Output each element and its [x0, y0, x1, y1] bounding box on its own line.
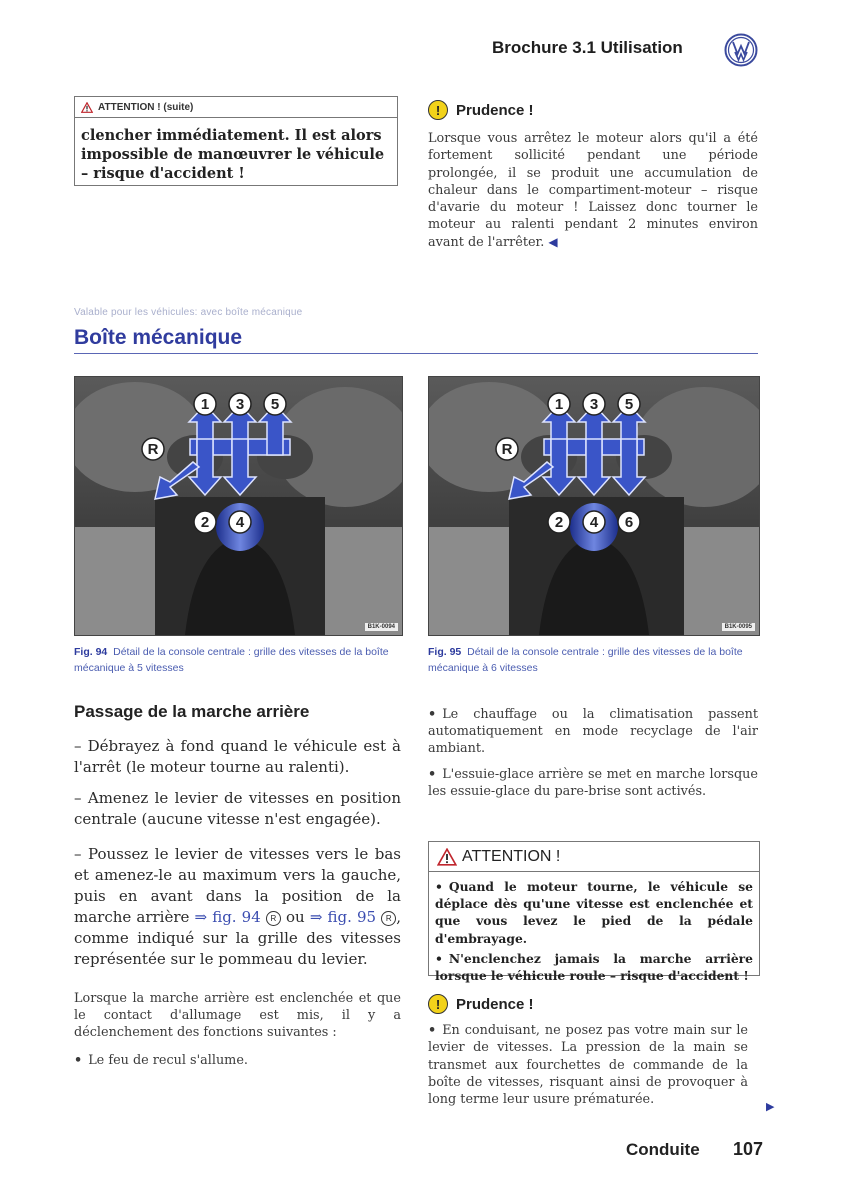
continued-arrow-icon: ▶ — [766, 1100, 775, 1113]
attention-item — [435, 950, 753, 984]
prudence-text-content: En conduisant, ne posez pas votre main sur le levier de vitesses. La pression de la main se transmet aux fourchettes de commande de la boîte de vitesses, risquant ainsi de provoquer à long terme leur usure prématurée. — [428, 1023, 748, 1108]
figure-95 — [428, 376, 760, 636]
warning-triangle-icon — [81, 102, 93, 113]
bullet-icon: • — [435, 950, 443, 966]
gear-label-reverse: R — [147, 441, 159, 458]
prudence-text — [428, 130, 758, 251]
step3-text-ou: ou — [280, 908, 310, 926]
figure-94-caption — [74, 644, 401, 676]
list-item-text: Le chauffage ou la climatisation passent automatiquement en mode recyclage de l'air ambiant. — [428, 707, 758, 756]
exclamation-circle-icon: ! — [428, 100, 448, 120]
figure-95-link[interactable]: ⇒ fig. 95 — [309, 908, 377, 926]
gear-label-4: 4 — [235, 514, 245, 531]
bullet-icon: • — [428, 767, 437, 782]
gear-lever-photo — [429, 377, 759, 635]
vw-logo-icon — [724, 33, 758, 67]
attention-continued-box — [74, 96, 398, 186]
caption-text: Détail de la console centrale : grille des vitesses de la boîte mécanique à 5 vitesses — [74, 646, 389, 674]
bullet-icon: • — [428, 1023, 437, 1038]
attention-title: ATTENTION ! (suite) — [98, 101, 194, 113]
header-title: Brochure 3.1 Utilisation — [492, 38, 683, 57]
attention-header — [75, 97, 397, 118]
gear-label-1: 1 — [554, 396, 564, 413]
prudence-text-content: Lorsque vous arrêtez le moteur alors qu'il a été fortement sollicité pendant une période prolongée, il se produit une accumulation de chaleur dans le compartiment-moteur – risque d'avarie du moteur ! Laissez donc tourner le moteur au ralenti pendant 2 minutes environ avant de l'arrêter. — [428, 131, 758, 250]
attention-body — [429, 872, 759, 984]
gear-label-6: 6 — [624, 514, 634, 531]
gear-label-reverse: R — [501, 441, 513, 458]
attention-header — [429, 842, 759, 872]
gear-label-4: 4 — [589, 514, 599, 531]
reverse-circle-icon: R — [266, 911, 281, 926]
subsection-title: Passage de la marche arrière — [74, 702, 310, 721]
footer-section-name: Conduite — [626, 1140, 700, 1159]
list-item-text: Le feu de recul s'allume. — [88, 1053, 248, 1068]
bullet-icon: • — [435, 879, 443, 894]
reverse-circle-icon: R — [381, 911, 396, 926]
instruction-step-1: – Débrayez à fond quand le véhicule est à l'arrêt (le moteur tourne au ralenti). — [74, 737, 401, 776]
attention-item-text: N'enclenchez jamais la marche arrière lorsque le véhicule roule – risque d'accident ! — [435, 950, 753, 984]
attention-box — [428, 841, 760, 984]
page-number: 107 — [733, 1139, 764, 1159]
exclamation-circle-icon: ! — [428, 994, 448, 1014]
section-divider — [74, 353, 758, 354]
step3-text-a: – Poussez le levier de vitesses vers le bas et amenez-le au maximum vers la gauche, puis en avant dans la position de la marche arrière — [74, 845, 401, 926]
list-item — [428, 706, 758, 757]
step3-text-b: , comme indiqué sur la grille des vitesses représentée sur le pommeau du levier. — [74, 908, 401, 968]
gear-label-5: 5 — [270, 396, 280, 413]
instruction-step-3 — [74, 844, 401, 970]
gear-label-3: 3 — [589, 396, 599, 413]
caption-text: Détail de la console centrale : grille des vitesses de la boîte mécanique à 6 vitesses — [428, 646, 743, 674]
reverse-functions-paragraph: Lorsque la marche arrière est enclenchée et que le contact d'allumage est mis, il y a déclenchement des fonctions suivantes : — [74, 991, 401, 1040]
figure-94 — [74, 376, 403, 636]
section-title: Boîte mécanique — [74, 326, 243, 349]
figure-code: B1K-0094 — [365, 623, 398, 631]
figure-label: Fig. 95 — [428, 646, 462, 658]
figure-94-link[interactable]: ⇒ fig. 94 — [194, 908, 261, 926]
gear-label-2: 2 — [554, 514, 564, 531]
end-of-section-arrow-icon: ◀ — [548, 234, 558, 249]
figure-95-caption — [428, 644, 758, 676]
prudence-text — [428, 1022, 748, 1108]
instruction-step-2: – Amenez le levier de vitesses en position centrale (aucune vitesse n'est engagée). — [74, 789, 401, 828]
gear-label-3: 3 — [235, 396, 245, 413]
list-item — [428, 766, 758, 800]
gear-label-2: 2 — [200, 514, 210, 531]
attention-item-text: Quand le moteur tourne, le véhicule se déplace dès qu'une vitesse est enclenchée et que vous levez le pied de la pédale d'embrayage. — [435, 879, 753, 946]
warning-triangle-icon — [437, 848, 457, 866]
attention-title: ATTENTION ! — [462, 847, 561, 865]
attention-body: clencher immédiatement. Il est alors impossible de manœuvrer le véhicule – risque d'accident ! — [81, 127, 385, 182]
figure-label: Fig. 94 — [74, 646, 108, 658]
list-item-text: L'essuie-glace arrière se met en marche lorsque les essuie-glace du pare-brise sont activés. — [428, 767, 758, 799]
prudence-title: Prudence ! — [456, 101, 534, 119]
prudence-header — [428, 100, 758, 120]
attention-item — [435, 878, 753, 947]
prudence-header — [428, 994, 758, 1014]
gear-label-1: 1 — [200, 396, 210, 413]
gear-lever-photo — [75, 377, 402, 635]
list-item — [74, 1052, 401, 1069]
validity-note: Valable pour les véhicules: avec boîte mécanique — [74, 307, 303, 318]
gear-label-5: 5 — [624, 396, 634, 413]
bullet-icon: • — [74, 1053, 83, 1068]
prudence-title: Prudence ! — [456, 995, 534, 1013]
figure-code: B1K-0095 — [722, 623, 755, 631]
bullet-icon: • — [428, 707, 437, 722]
